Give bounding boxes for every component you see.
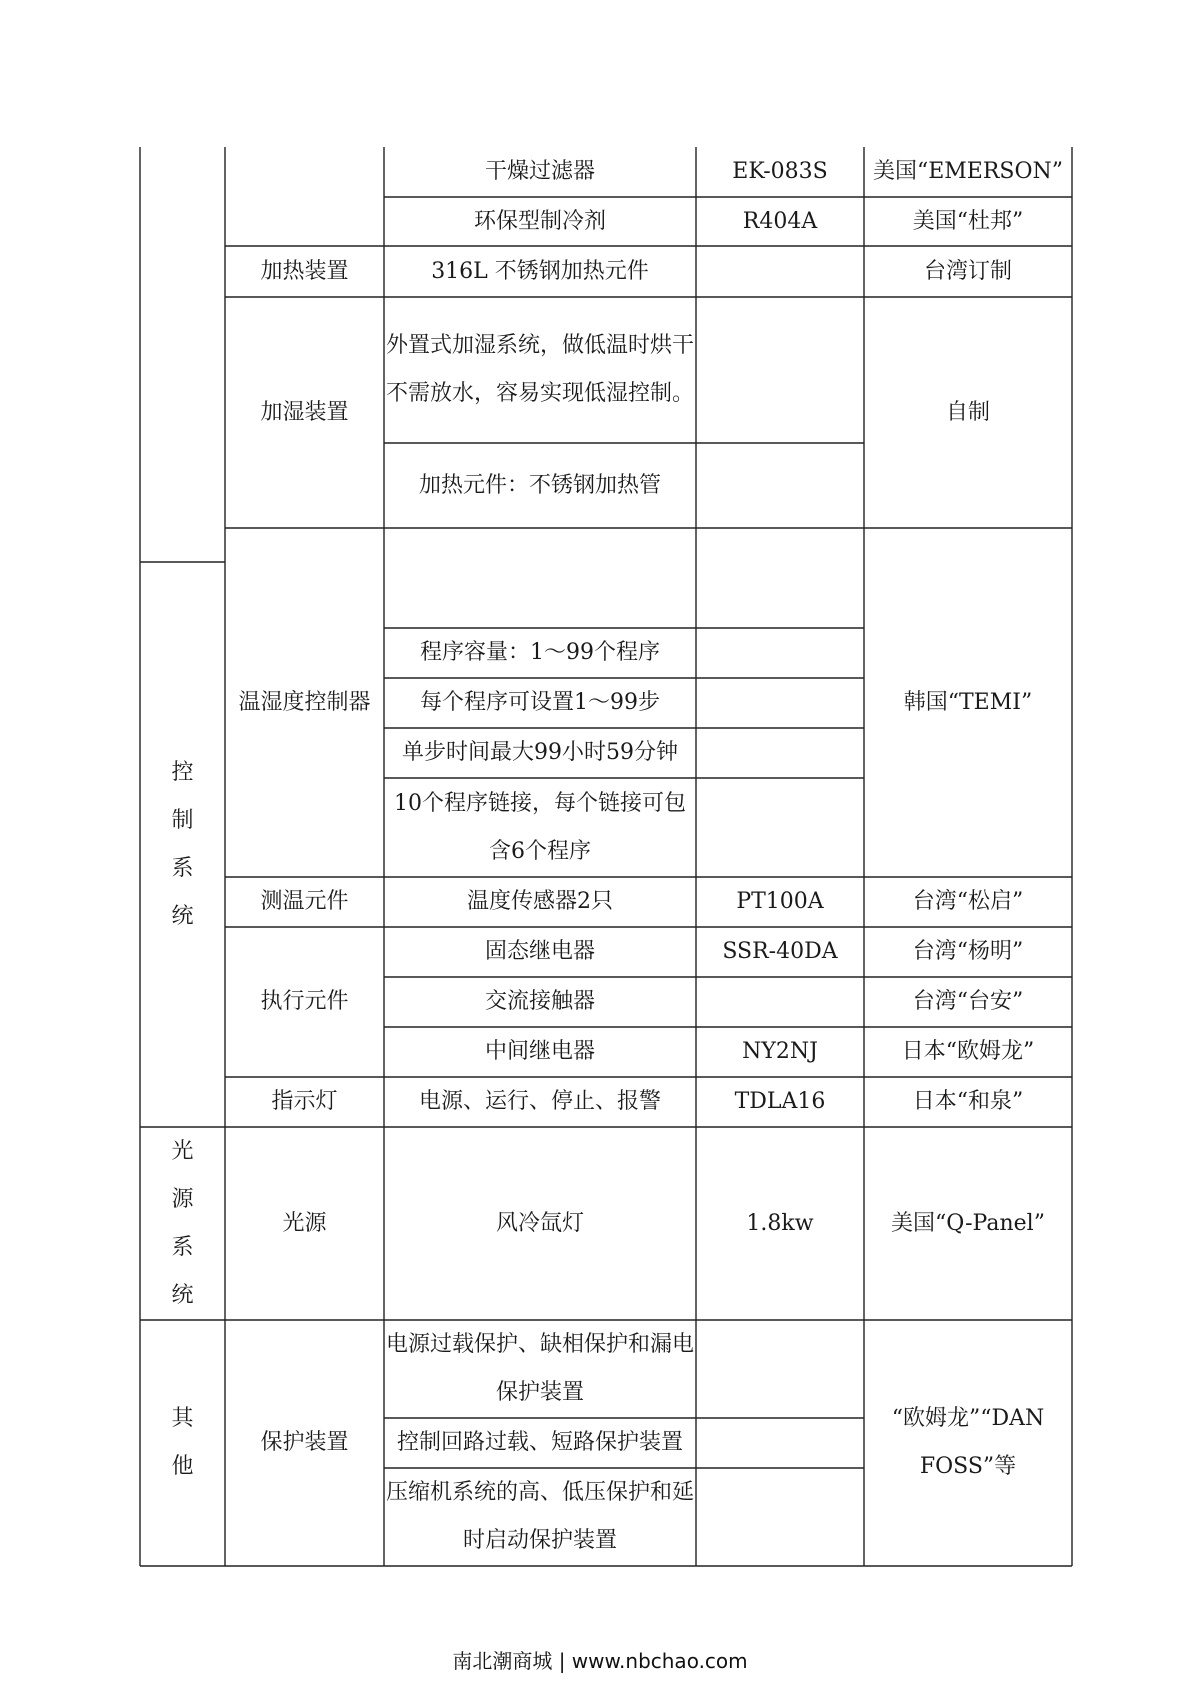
table-cell: 电源、运行、停止、报警 [418, 1089, 661, 1114]
table-cell: 光源 [282, 1210, 327, 1236]
table-cell: 温度传感器2只 [467, 889, 613, 914]
table-cell: 执行元件 [260, 989, 349, 1014]
table-cell: 保护装置 [260, 1430, 349, 1455]
table-cell: 加湿装置 [260, 399, 349, 425]
table-cell: R404A [742, 208, 818, 234]
table-cell: 环保型制冷剂 [473, 208, 606, 234]
table-cell: 温湿度控制器 [238, 689, 371, 715]
table-cell: SSR-40DA [722, 939, 838, 964]
table-cell: 日本“欧姆龙” [901, 1039, 1035, 1064]
table-cell: 加热装置 [260, 258, 349, 284]
table-cell: 测温元件 [260, 889, 349, 914]
table-cell: 每个程序可设置1～99步 [420, 690, 660, 715]
table-cell: 韩国“TEMI” [903, 689, 1033, 715]
table-cell: 美国“EMERSON” [872, 159, 1064, 184]
table-cell: 压缩机系统的高、低压保护和延时启动保护装置 [386, 1480, 695, 1553]
table-cell: 1.8kw [746, 1210, 814, 1236]
table-cell: 台湾“台安” [912, 989, 1024, 1014]
table-cell: TDLA16 [734, 1089, 826, 1114]
table-cell: 日本“和泉” [912, 1089, 1024, 1114]
table-cell: 外置式加湿系统，做低温时烘干不需放水，容易实现低湿控制。 [386, 333, 695, 406]
table-cell: 其他 [171, 1406, 194, 1479]
table-cell: 风冷氙灯 [495, 1210, 584, 1236]
table-cell: 控制系统 [171, 759, 194, 929]
table-cell: 交流接触器 [484, 989, 595, 1014]
table-cell: 程序容量：1～99个程序 [420, 640, 660, 665]
table-cell: NY2NJ [742, 1039, 818, 1064]
table-cell: 美国“Q-Panel” [891, 1210, 1045, 1236]
footer-watermark[interactable]: 南北潮商城 | www.nbchao.com [452, 1649, 748, 1673]
table-cell: 10个程序链接，每个链接可包含6个程序 [394, 790, 686, 864]
table-cell: 固态继电器 [484, 939, 595, 964]
table-cell: 光源系统 [171, 1138, 194, 1308]
table-cell: PT100A [736, 889, 824, 914]
table-cell: 自制 [945, 399, 990, 425]
table-cell: 干燥过滤器 [484, 159, 595, 184]
table-cell: 台湾订制 [923, 258, 1012, 284]
table-cell: 控制回路过载、短路保护装置 [396, 1430, 683, 1455]
table-cell: 台湾“松启” [912, 889, 1024, 914]
table-cell: “欧姆龙”“DANFOSS”等 [891, 1406, 1045, 1479]
table-cell: 中间继电器 [484, 1039, 595, 1064]
table-cell: 指示灯 [271, 1089, 338, 1114]
table-cell: 316L 不锈钢加热元件 [431, 258, 649, 284]
table-cell: 单步时间最大99小时59分钟 [402, 740, 678, 765]
table-cell: EK-083S [732, 159, 828, 184]
table-cell: 电源过载保护、缺相保护和漏电保护装置 [386, 1332, 695, 1405]
table-cell: 台湾“杨明” [912, 939, 1024, 964]
table-cell: 加热元件：不锈钢加热管 [418, 472, 661, 498]
table-cell: 美国“杜邦” [912, 208, 1024, 234]
